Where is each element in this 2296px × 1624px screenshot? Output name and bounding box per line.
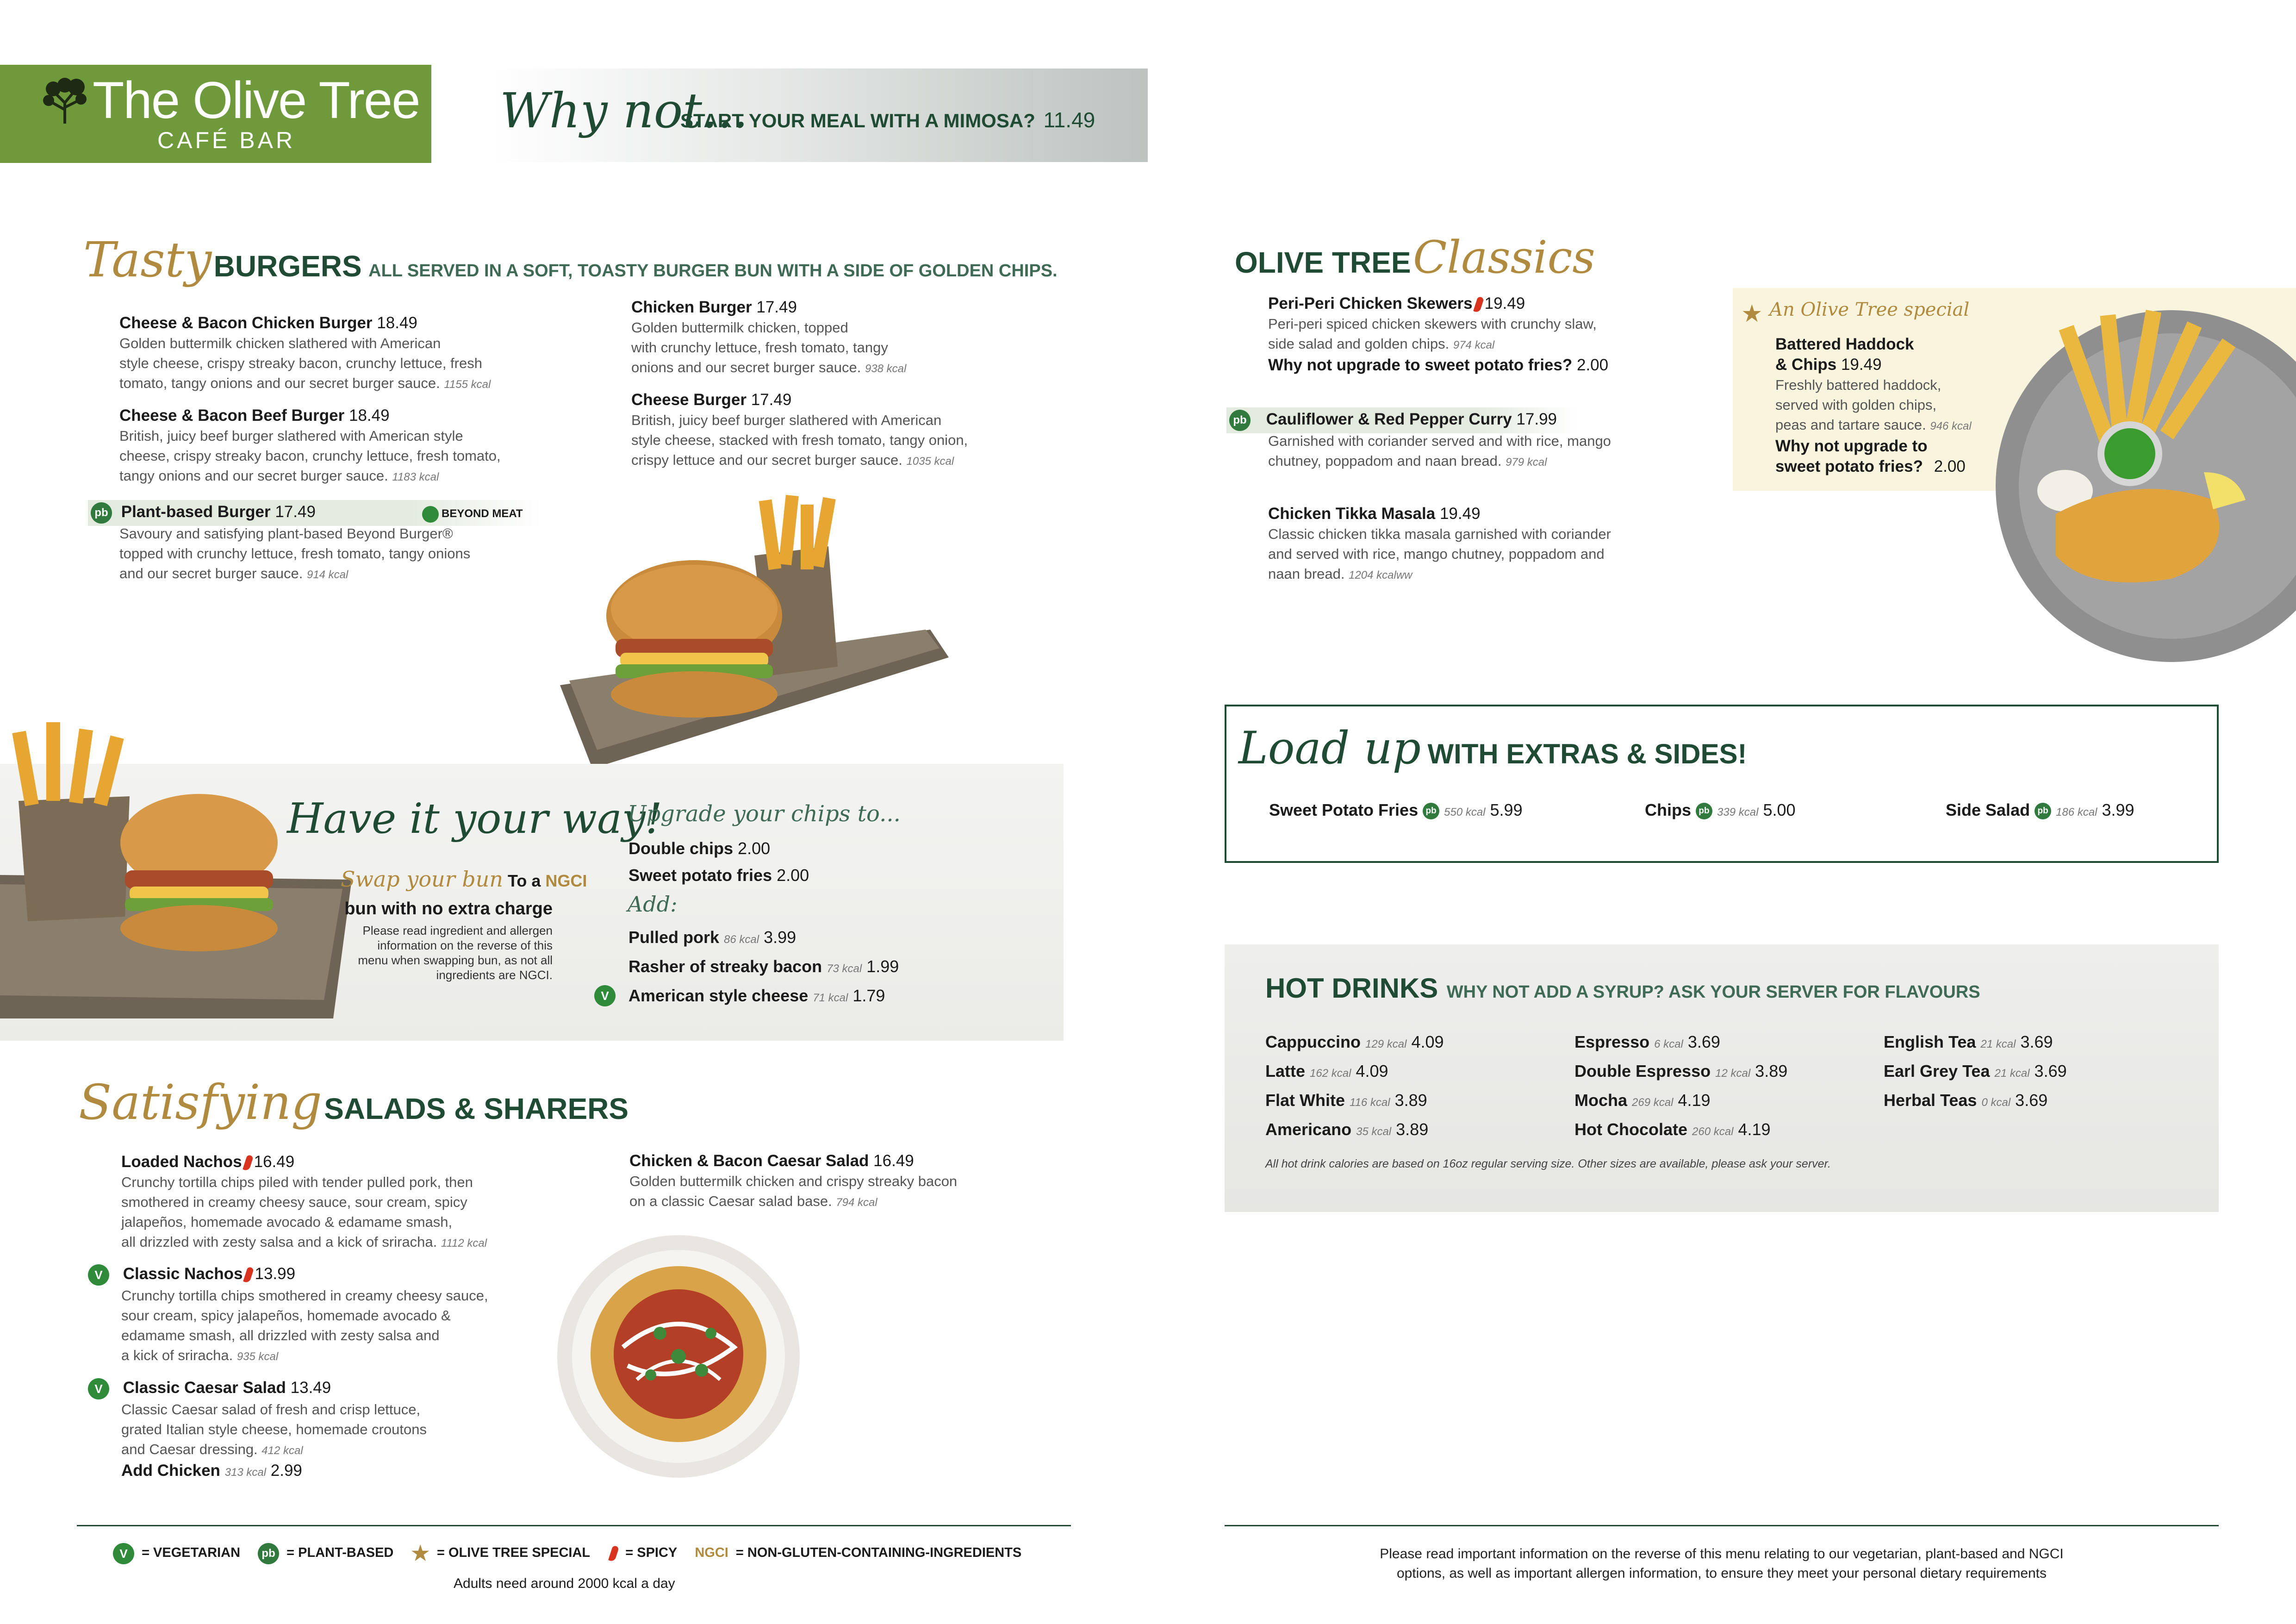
item-desc: and our secret burger sauce. xyxy=(119,565,303,581)
footer-line: options, as well as important allergen information, to ensure they meet your personal dietary requirements xyxy=(1396,1566,2047,1581)
brand-logo xyxy=(0,65,431,163)
add-kcal: 71 kcal xyxy=(813,992,848,1004)
vegetarian-icon: V xyxy=(88,1378,109,1399)
burgers-subtitle: ALL SERVED IN A SOFT, TOASTY BURGER BUN WITH A SIDE OF GOLDEN CHIPS. xyxy=(368,261,1058,281)
item-desc: British, juicy beef burger slathered with American style xyxy=(119,428,463,444)
item-desc: a kick of sriracha. xyxy=(121,1347,233,1363)
burgers-title: BURGERS xyxy=(213,250,362,283)
legend-label: = OLIVE TREE SPECIAL xyxy=(436,1545,591,1561)
item-name: Cheese & Bacon Beef Burger xyxy=(119,406,345,425)
upgrade-item xyxy=(628,862,952,889)
item-price: 13.49 xyxy=(290,1379,331,1397)
add-name: Pulled pork xyxy=(628,928,720,947)
extra-name: Chips xyxy=(1645,800,1692,819)
item-desc: grated Italian style cheese, homemade croutons xyxy=(121,1421,427,1437)
menu-item xyxy=(1268,504,1731,585)
legend xyxy=(113,1542,1021,1565)
item-desc: peas and tartare sauce. xyxy=(1775,417,1926,433)
note-line: information on the reverse of this xyxy=(377,938,553,952)
item-desc: Golden buttermilk chicken slathered with American xyxy=(119,335,441,351)
extra-item xyxy=(1645,800,1796,823)
footer-line: Please read important information on the reverse of this menu relating to our vegetarian, plant-based and NGCI xyxy=(1380,1546,2064,1562)
add-script: Add: xyxy=(628,892,678,917)
special-heading xyxy=(1741,299,1969,328)
spicy-icon xyxy=(1473,296,1484,313)
item-desc: onions and our secret burger sauce. xyxy=(631,359,861,375)
drink-item xyxy=(1574,1058,1787,1087)
vegetarian-icon: V xyxy=(88,1264,109,1286)
partner-name: BEYOND MEAT xyxy=(442,507,523,520)
extra-price: 2.99 xyxy=(270,1461,302,1480)
hot-drinks-heading xyxy=(1265,972,1980,1004)
item-desc: tomato, tangy onions and our secret burger sauce. xyxy=(119,375,440,391)
plant-based-icon: pb xyxy=(1696,803,1712,819)
item-desc: smothered in creamy cheesy sauce, sour cream, spicy xyxy=(121,1194,467,1210)
extras-title: WITH EXTRAS & SIDES! xyxy=(1427,738,1747,769)
drink-price: 4.19 xyxy=(1678,1091,1711,1110)
add-item xyxy=(628,953,999,982)
extra-kcal: 550 kcal xyxy=(1444,806,1486,818)
item-name: Chicken & Bacon Caesar Salad xyxy=(629,1152,869,1170)
drink-item xyxy=(1265,1029,1444,1058)
extra-kcal: 186 kcal xyxy=(2056,806,2097,818)
salads-heading xyxy=(79,1074,628,1131)
beyond-meat-logo xyxy=(422,504,523,524)
spicy-icon xyxy=(243,1266,255,1283)
star-icon: ★ xyxy=(1741,300,1763,327)
hot-drinks-note: All hot drink calories are based on 16oz regular serving size. Other sizes are available, please ask your server. xyxy=(1265,1157,1831,1170)
item-desc: topped with crunchy lettuce, fresh tomato, tangy onions xyxy=(119,545,471,562)
legend-label: = NON-GLUTEN-CONTAINING-INGREDIENTS xyxy=(735,1545,1022,1561)
extra-name: Sweet Potato Fries xyxy=(1269,800,1419,819)
item-price: 19.49 xyxy=(1439,505,1481,523)
menu-item xyxy=(1229,409,1738,472)
promo-text xyxy=(680,107,1095,132)
item-kcal: 974 kcal xyxy=(1453,339,1495,351)
item-desc: all drizzled with zesty salsa and a kick of sriracha. xyxy=(121,1234,437,1250)
upgrade-list xyxy=(628,835,952,889)
item-desc: chutney, poppadom and naan bread. xyxy=(1268,452,1502,469)
swap-script: Swap your bun xyxy=(341,867,503,892)
drink-kcal: 269 kcal xyxy=(1632,1096,1674,1109)
item-desc: on a classic Caesar salad base. xyxy=(629,1193,832,1209)
burger-chips-photo xyxy=(0,722,380,1018)
item-desc: crispy lettuce and our secret burger sauce. xyxy=(631,452,902,468)
drink-kcal: 0 kcal xyxy=(1981,1096,2011,1109)
drink-kcal: 12 kcal xyxy=(1715,1067,1751,1080)
item-desc: Savoury and satisfying plant-based Beyond Burger® xyxy=(119,525,453,542)
kcal-note: Adults need around 2000 kcal a day xyxy=(454,1576,675,1591)
item-desc: British, juicy beef burger slathered with American xyxy=(631,412,942,428)
item-kcal: 914 kcal xyxy=(306,568,348,581)
drink-kcal: 162 kcal xyxy=(1310,1067,1351,1080)
drink-price: 3.89 xyxy=(1755,1062,1788,1081)
menu-item xyxy=(91,502,600,585)
legend-label: = PLANT-BASED xyxy=(286,1545,394,1561)
item-price: 17.49 xyxy=(275,503,316,521)
drink-kcal: 260 kcal xyxy=(1692,1125,1734,1138)
item-desc: and served with rice, mango chutney, poppadom and xyxy=(1268,546,1605,562)
vegetarian-icon: V xyxy=(594,985,616,1006)
drinks-column xyxy=(1265,1029,1444,1145)
drink-name: Flat White xyxy=(1265,1091,1345,1110)
item-name: & Chips xyxy=(1775,356,1837,374)
item-desc: with crunchy lettuce, fresh tomato, tangy xyxy=(631,339,888,356)
item-desc: naan bread. xyxy=(1268,566,1345,582)
extra-kcal: 313 kcal xyxy=(224,1466,267,1479)
upgrade-price: 2.00 xyxy=(1934,457,1966,475)
item-price: 19.49 xyxy=(1841,356,1882,374)
upgrade-name: Double chips xyxy=(628,839,734,858)
item-name: Cheese Burger xyxy=(631,391,747,409)
drink-name: Hot Chocolate xyxy=(1574,1120,1688,1139)
item-kcal: 794 kcal xyxy=(836,1196,877,1209)
item-desc: cheese, crispy streaky bacon, crunchy lettuce, fresh tomato, xyxy=(119,448,501,464)
item-kcal: 979 kcal xyxy=(1506,456,1547,468)
item-desc: Crunchy tortilla chips smothered in creamy cheesy sauce, xyxy=(121,1287,488,1304)
drinks-column xyxy=(1884,1029,2067,1116)
item-desc: style cheese, stacked with fresh tomato, tangy onion, xyxy=(631,432,968,448)
item-price: 16.49 xyxy=(254,1153,295,1171)
extra-name: Side Salad xyxy=(1946,800,2030,819)
drink-item xyxy=(1574,1029,1787,1058)
item-desc: served with golden chips, xyxy=(1775,397,1937,413)
plant-based-icon: pb xyxy=(1423,803,1439,819)
item-name: Cheese & Bacon Chicken Burger xyxy=(119,314,373,332)
beyond-meat-icon xyxy=(422,506,439,523)
extra-price: 5.99 xyxy=(1490,800,1523,819)
item-price: 19.49 xyxy=(1484,294,1525,312)
right-footer-rule xyxy=(1225,1525,2219,1526)
star-icon: ★ xyxy=(411,1542,429,1565)
legend-label: = VEGETARIAN xyxy=(142,1545,241,1561)
fish-chips-photo xyxy=(1996,296,2296,676)
nachos-photo xyxy=(554,1231,803,1481)
item-desc: and Caesar dressing. xyxy=(121,1441,258,1457)
drink-name: Americano xyxy=(1265,1120,1352,1139)
extra-item xyxy=(1946,800,2134,823)
item-desc: style cheese, crispy streaky bacon, crunchy lettuce, fresh xyxy=(119,355,482,371)
drink-price: 3.69 xyxy=(2015,1091,2048,1110)
drinks-column xyxy=(1574,1029,1787,1145)
item-name: Plant-based Burger xyxy=(121,503,271,521)
upgrade-text: Why not upgrade to sweet potato fries? xyxy=(1268,356,1573,374)
menu-item xyxy=(629,1151,1046,1212)
drink-name: Herbal Teas xyxy=(1884,1091,1977,1110)
plant-based-icon: pb xyxy=(1229,410,1251,431)
item-price: 13.99 xyxy=(255,1265,296,1283)
drink-item xyxy=(1265,1116,1444,1145)
item-name: Battered Haddock xyxy=(1775,335,1914,353)
drink-kcal: 21 kcal xyxy=(1994,1067,2030,1080)
extra-item xyxy=(1269,800,1523,823)
item-kcal: 1155 kcal xyxy=(444,378,491,391)
hot-drinks-title: HOT DRINKS xyxy=(1265,973,1438,1004)
extra-name: Add Chicken xyxy=(121,1461,220,1480)
item-price: 18.49 xyxy=(349,406,390,425)
extra-price: 5.00 xyxy=(1763,800,1796,819)
upgrade-name: Sweet potato fries xyxy=(628,866,772,885)
drink-item xyxy=(1265,1087,1444,1116)
drink-kcal: 35 kcal xyxy=(1356,1125,1392,1138)
promo-question: START YOUR MEAL WITH A MIMOSA? xyxy=(680,110,1035,131)
extra-price: 3.99 xyxy=(2102,800,2134,819)
item-desc: side salad and golden chips. xyxy=(1268,336,1450,352)
item-name: Cauliflower & Red Pepper Curry xyxy=(1266,410,1512,428)
item-desc: Golden buttermilk chicken and crispy streaky bacon xyxy=(629,1173,958,1189)
add-kcal: 73 kcal xyxy=(827,962,862,975)
drink-price: 3.69 xyxy=(1687,1032,1720,1051)
upgrade-price: 2.00 xyxy=(738,839,771,858)
item-kcal: 1035 kcal xyxy=(906,455,954,468)
drink-price: 3.89 xyxy=(1396,1120,1429,1139)
add-price: 3.99 xyxy=(764,928,796,947)
classics-title: OLIVE TREE xyxy=(1235,246,1411,279)
classics-script: Classics xyxy=(1412,231,1595,283)
upgrade-text: Why not upgrade to xyxy=(1775,437,1928,455)
item-price: 17.99 xyxy=(1516,410,1557,428)
note-line: Please read ingredient and allergen xyxy=(362,924,553,937)
drink-kcal: 129 kcal xyxy=(1365,1038,1407,1050)
upgrade-price: 2.00 xyxy=(777,866,809,885)
item-kcal: 1183 kcal xyxy=(392,471,439,483)
item-desc: sour cream, spicy jalapeños, homemade avocado & xyxy=(121,1307,451,1324)
item-desc: edamame smash, all drizzled with zesty salsa and xyxy=(121,1327,440,1343)
drink-name: Mocha xyxy=(1574,1091,1628,1110)
menu-item xyxy=(631,390,1048,471)
drink-price: 3.69 xyxy=(2034,1062,2067,1081)
add-price: 1.79 xyxy=(852,986,885,1005)
spicy-icon xyxy=(608,1545,619,1562)
item-desc: Freshly battered haddock, xyxy=(1775,377,1941,393)
item-price: 17.49 xyxy=(756,298,797,316)
item-kcal: 935 kcal xyxy=(236,1350,279,1363)
upgrade-text: sweet potato fries? xyxy=(1775,457,1923,475)
ngci-label: NGCI xyxy=(695,1545,728,1561)
drink-kcal: 6 kcal xyxy=(1654,1038,1683,1050)
olive-tree-icon xyxy=(37,75,93,126)
swap-note xyxy=(324,923,553,982)
drink-price: 4.19 xyxy=(1738,1120,1771,1139)
item-price: 17.49 xyxy=(751,391,792,409)
extras-script: Load up xyxy=(1238,722,1421,774)
drink-item xyxy=(1884,1087,2067,1116)
burgers-script: Tasty xyxy=(83,231,212,288)
drink-price: 3.89 xyxy=(1394,1091,1427,1110)
salads-title: SALADS & SHARERS xyxy=(324,1092,629,1125)
special-script: An Olive Tree special xyxy=(1769,299,1970,320)
drink-name: Earl Grey Tea xyxy=(1884,1062,1990,1081)
item-name: Chicken Burger xyxy=(631,298,752,316)
burger-photo xyxy=(551,491,958,778)
drink-price: 4.09 xyxy=(1411,1032,1444,1051)
drink-item xyxy=(1265,1058,1444,1087)
note-line: ingredients are NGCI. xyxy=(436,968,553,982)
swap-line2: bun with no extra charge xyxy=(344,899,553,918)
promo-price: 11.49 xyxy=(1043,108,1095,132)
salads-script: Satisfying xyxy=(79,1074,322,1131)
plant-based-icon: pb xyxy=(91,502,112,524)
hot-drinks-subtitle: WHY NOT ADD A SYRUP? ASK YOUR SERVER FOR FLAVOURS xyxy=(1446,982,1980,1002)
brand-tagline: CAFÉ BAR xyxy=(157,127,296,153)
extras-heading xyxy=(1238,722,1747,774)
item-price: 18.49 xyxy=(377,314,417,332)
item-desc: jalapeños, homemade avocado & edamame smash, xyxy=(121,1214,453,1230)
extra-kcal: 339 kcal xyxy=(1717,806,1759,818)
upgrade-script: Upgrade your chips to... xyxy=(628,801,901,827)
swap-to: To a xyxy=(508,871,541,890)
drink-price: 3.69 xyxy=(2020,1032,2053,1051)
item-name: Classic Caesar Salad xyxy=(123,1379,286,1397)
drink-item xyxy=(1884,1029,2067,1058)
drink-name: Double Espresso xyxy=(1574,1062,1711,1081)
item-kcal: 412 kcal xyxy=(261,1444,303,1457)
legend-label: = SPICY xyxy=(625,1545,678,1561)
menu-item xyxy=(119,313,582,394)
footer-info xyxy=(1225,1544,2219,1583)
item-kcal: 938 kcal xyxy=(865,362,907,375)
item-desc: Golden buttermilk chicken, topped xyxy=(631,319,848,336)
drink-name: English Tea xyxy=(1884,1032,1976,1051)
item-desc: Crunchy tortilla chips piled with tender pulled pork, then xyxy=(121,1174,473,1190)
ngci-label: NGCI xyxy=(545,871,587,890)
item-desc: Garnished with coriander served and with rice, mango xyxy=(1268,432,1611,449)
item-name: Loaded Nachos xyxy=(121,1153,242,1171)
drink-name: Latte xyxy=(1265,1062,1306,1081)
drink-kcal: 21 kcal xyxy=(1980,1038,2016,1050)
spicy-icon xyxy=(243,1154,254,1171)
note-line: menu when swapping bun, as not all xyxy=(358,953,553,967)
drink-price: 4.09 xyxy=(1356,1062,1388,1081)
item-kcal: 946 kcal xyxy=(1930,420,1972,432)
menu-item xyxy=(631,297,1048,379)
item-desc: Classic Caesar salad of fresh and crisp lettuce, xyxy=(121,1401,421,1418)
plant-based-icon: pb xyxy=(2035,803,2051,819)
item-desc: Classic chicken tikka masala garnished with coriander xyxy=(1268,526,1611,542)
drink-name: Espresso xyxy=(1574,1032,1650,1051)
promo-banner xyxy=(491,69,1148,162)
item-name: Chicken Tikka Masala xyxy=(1268,505,1436,523)
item-desc: Peri-peri spiced chicken skewers with crunchy slaw, xyxy=(1268,316,1597,332)
drink-item xyxy=(1574,1116,1787,1145)
add-item xyxy=(628,924,999,953)
item-name: Classic Nachos xyxy=(123,1265,243,1283)
item-desc: tangy onions and our secret burger sauce. xyxy=(119,468,388,484)
item-name: Peri-Peri Chicken Skewers xyxy=(1268,294,1473,312)
upgrade-item xyxy=(628,835,952,862)
drink-item xyxy=(1574,1087,1787,1116)
drink-item xyxy=(1884,1058,2067,1087)
menu-item xyxy=(119,406,582,487)
add-price: 1.99 xyxy=(866,957,899,976)
classics-heading xyxy=(1235,231,1595,283)
promo-script: Why not... xyxy=(500,82,748,139)
add-name: Rasher of streaky bacon xyxy=(628,957,822,976)
item-kcal: 1112 kcal xyxy=(441,1237,487,1249)
special-item xyxy=(1775,334,2016,477)
drink-kcal: 116 kcal xyxy=(1350,1096,1390,1109)
upgrade-price: 2.00 xyxy=(1576,356,1609,374)
your-way-script: Have it your way! xyxy=(287,794,662,843)
brand-name: The Olive Tree xyxy=(93,71,420,129)
add-name: American style cheese xyxy=(628,986,809,1005)
add-list xyxy=(601,924,999,1012)
add-item xyxy=(601,982,999,1012)
item-price: 16.49 xyxy=(873,1152,914,1170)
menu-item xyxy=(1268,294,1731,375)
burgers-heading xyxy=(83,231,1058,288)
plant-based-icon: pb xyxy=(258,1543,279,1564)
add-kcal: 86 kcal xyxy=(724,933,759,946)
drink-name: Cappuccino xyxy=(1265,1032,1361,1051)
item-kcal: 1204 kcalww xyxy=(1349,569,1412,581)
left-footer-rule xyxy=(77,1525,1071,1526)
swap-bun-line xyxy=(341,867,587,892)
vegetarian-icon: V xyxy=(113,1543,134,1564)
